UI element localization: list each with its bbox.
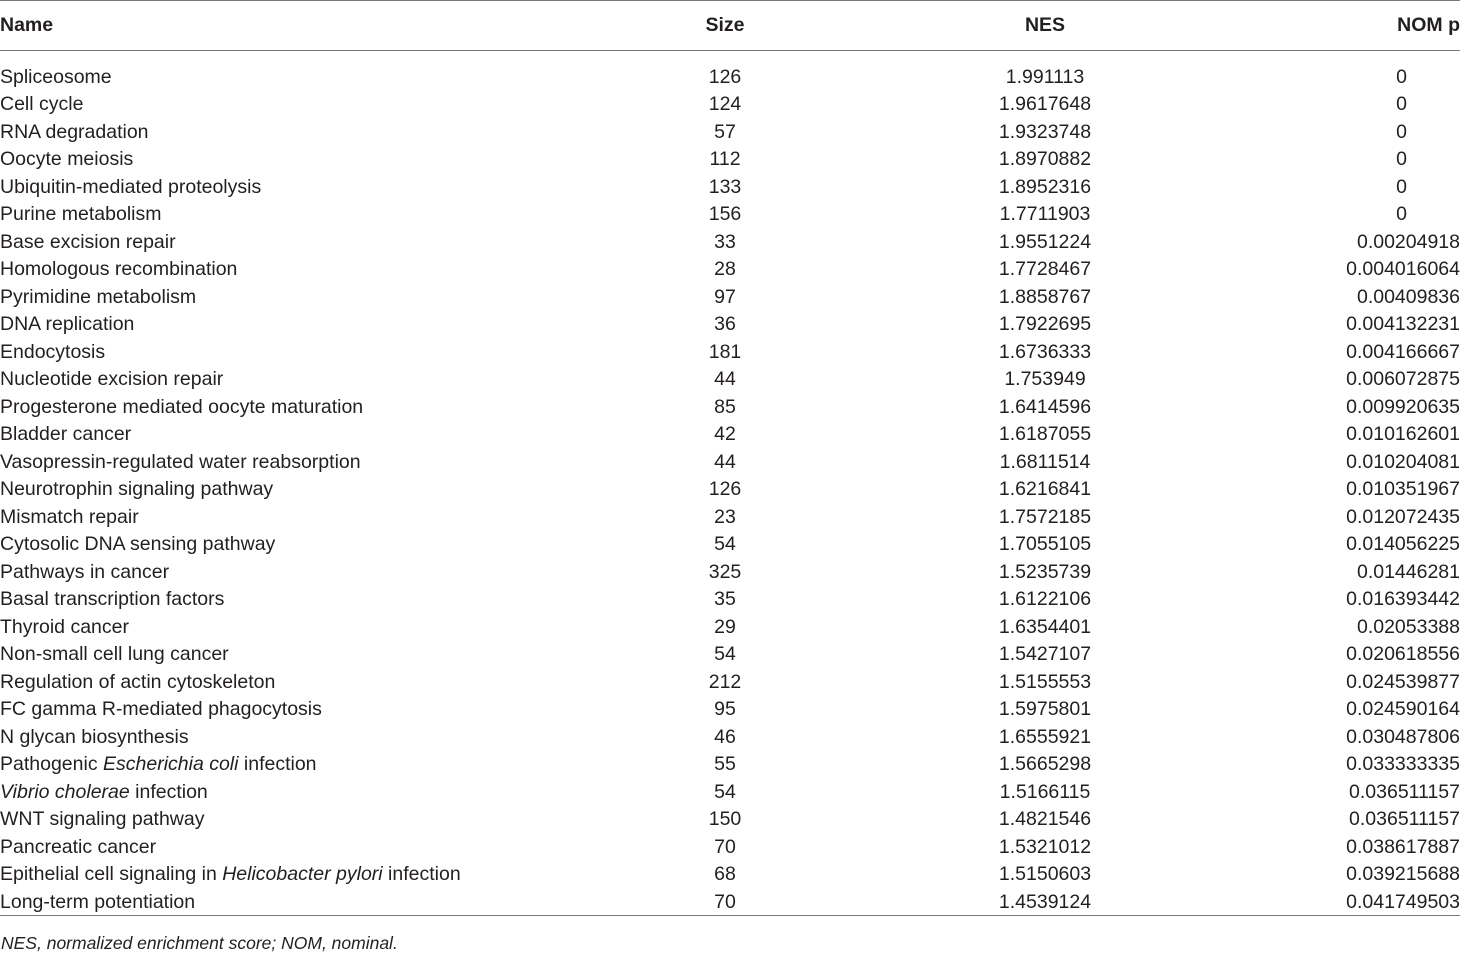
cell-nom-p: 0.030487806 [1346, 725, 1460, 748]
cell-nom-p: 0.036511157 [1349, 808, 1460, 831]
cell-name [0, 888, 600, 916]
cell-size: 133 [708, 175, 742, 198]
cell-nom-p: 0.02053388 [1356, 615, 1460, 638]
table-row [0, 421, 1460, 449]
cell-nes: 1.5235739 [998, 560, 1092, 583]
cell-name [0, 421, 600, 449]
name-segment: DNA replication [0, 313, 135, 336]
cell-size: 28 [714, 258, 736, 281]
cell-name [0, 723, 600, 751]
table-row [0, 503, 1460, 531]
cell-size: 124 [708, 93, 742, 116]
cell-nes: 1.6354401 [998, 615, 1092, 638]
table-row [0, 696, 1460, 724]
table-row [0, 641, 1460, 669]
name-segment: WNT signaling pathway [0, 808, 205, 831]
cell-nes: 1.7055105 [998, 533, 1092, 556]
cell-nom-p: 0.00204918 [1356, 230, 1460, 253]
cell-size: 112 [709, 148, 741, 171]
cell-nom-p: 0.012072435 [1346, 505, 1460, 528]
cell-nes: 1.5321012 [998, 835, 1092, 858]
cell-nom-p: 0.010162601 [1346, 423, 1460, 446]
name-segment: Purine metabolism [0, 203, 162, 226]
cell-nes: 1.9617648 [998, 93, 1092, 116]
header-row [0, 1, 1460, 51]
cell-nes: 1.5427107 [998, 643, 1092, 666]
cell-nes: 1.5150603 [998, 863, 1092, 886]
cell-nes: 1.5665298 [998, 753, 1092, 776]
cell-nom-p: 0 [1396, 175, 1407, 198]
cell-nom-p: 0.016393442 [1346, 588, 1460, 611]
cell-name [0, 476, 600, 504]
table-row [0, 283, 1460, 311]
cell-size: 36 [714, 313, 736, 336]
name-segment: Ubiquitin-mediated proteolysis [0, 175, 262, 198]
cell-nes: 1.4539124 [998, 890, 1092, 913]
column-header-name: Name [0, 14, 54, 36]
cell-nes: 1.7711903 [999, 203, 1091, 226]
cell-name [0, 393, 600, 421]
cell-nes: 1.6811514 [999, 450, 1091, 473]
cell-size: 150 [708, 808, 742, 831]
table-row [0, 173, 1460, 201]
cell-size: 33 [714, 230, 736, 253]
cell-nom-p: 0.014056225 [1346, 533, 1460, 556]
table-row [0, 723, 1460, 751]
cell-nom-p: 0.009920635 [1346, 395, 1460, 418]
cell-nes: 1.6555921 [998, 725, 1092, 748]
cell-name [0, 448, 600, 476]
table-footnote: NES, normalized enrichment score; NOM, nominal. [1, 933, 398, 953]
cell-nom-p: 0.010204081 [1346, 450, 1460, 473]
cell-nes: 1.6216841 [998, 478, 1092, 501]
cell-nom-p: 0 [1396, 148, 1407, 171]
table-row [0, 311, 1460, 339]
name-segment: Oocyte meiosis [0, 148, 134, 171]
cell-nom-p: 0.006072875 [1346, 368, 1460, 391]
cell-name [0, 833, 600, 861]
cell-nom-p: 0.038617887 [1346, 835, 1460, 858]
cell-nom-p: 0.004016064 [1346, 258, 1460, 281]
table-row [0, 146, 1460, 174]
cell-nom-p: 0.00409836 [1356, 285, 1460, 308]
table-row [0, 778, 1460, 806]
name-segment: Long-term potentiation [0, 890, 196, 913]
name-segment: Regulation of actin cytoskeleton [0, 670, 276, 693]
cell-nes: 1.7922695 [998, 313, 1092, 336]
name-segment: Pyrimidine metabolism [0, 285, 197, 308]
cell-name [0, 173, 600, 201]
name-segment: Mismatch repair [0, 505, 139, 528]
cell-size: 97 [714, 285, 736, 308]
cell-size: 23 [714, 505, 736, 528]
table-row [0, 51, 1460, 91]
cell-size: 54 [714, 643, 736, 666]
name-segment: infection [382, 863, 461, 886]
cell-name [0, 201, 600, 229]
cell-nom-p: 0.010351967 [1346, 478, 1460, 501]
cell-size: 54 [714, 533, 736, 556]
table-header [0, 1, 1460, 51]
cell-nom-p: 0.020618556 [1346, 643, 1460, 666]
column-header-size: Size [705, 14, 745, 36]
name-segment: Pancreatic cancer [0, 835, 157, 858]
cell-nes: 1.753949 [1004, 368, 1086, 391]
table-row [0, 806, 1460, 834]
column-header-nes: NES [1024, 14, 1066, 36]
cell-nes: 1.6736333 [998, 340, 1092, 363]
cell-size: 42 [714, 423, 736, 446]
cell-name [0, 118, 600, 146]
cell-name [0, 503, 600, 531]
cell-nes: 1.6414596 [998, 395, 1092, 418]
table-row [0, 393, 1460, 421]
cell-name [0, 751, 600, 779]
cell-size: 70 [714, 890, 736, 913]
cell-name [0, 283, 600, 311]
table-body [0, 51, 1460, 916]
name-italic-segment: Escherichia coli [103, 753, 239, 776]
name-segment: Vasopressin-regulated water reabsorption [0, 450, 361, 473]
name-segment: Spliceosome [0, 66, 112, 89]
name-segment: Non-small cell lung cancer [0, 643, 229, 666]
cell-name [0, 778, 600, 806]
cell-nom-p: 0.024590164 [1346, 698, 1460, 721]
cell-size: 35 [714, 588, 736, 611]
cell-nom-p: 0.004132231 [1346, 313, 1460, 336]
table-row [0, 833, 1460, 861]
table-row [0, 531, 1460, 559]
cell-nom-p: 0.036511157 [1349, 780, 1460, 803]
cell-nes: 1.5155553 [998, 670, 1092, 693]
table-row [0, 338, 1460, 366]
cell-nes: 1.991113 [1005, 66, 1085, 89]
cell-nes: 1.9551224 [998, 230, 1092, 253]
cell-size: 126 [708, 478, 742, 501]
cell-name [0, 613, 600, 641]
cell-nes: 1.7728467 [998, 258, 1092, 281]
name-segment: N glycan biosynthesis [0, 725, 189, 748]
cell-size: 126 [708, 66, 742, 89]
table-row [0, 861, 1460, 889]
table-row [0, 256, 1460, 284]
name-segment: Nucleotide excision repair [0, 368, 224, 391]
cell-size: 85 [714, 395, 736, 418]
cell-name [0, 531, 600, 559]
cell-nes: 1.9323748 [998, 120, 1092, 143]
cell-name [0, 696, 600, 724]
table-row [0, 668, 1460, 696]
cell-size: 57 [714, 120, 736, 143]
table-row [0, 613, 1460, 641]
name-segment: infection [238, 753, 317, 776]
cell-nes: 1.8858767 [998, 285, 1092, 308]
table-row [0, 201, 1460, 229]
cell-name [0, 668, 600, 696]
cell-name [0, 51, 600, 91]
cell-size: 55 [714, 753, 736, 776]
name-segment: Pathogenic [0, 753, 103, 776]
cell-nes: 1.8970882 [998, 148, 1092, 171]
name-segment: Bladder cancer [0, 423, 132, 446]
cell-nom-p: 0.039215688 [1346, 863, 1460, 886]
cell-size: 44 [714, 450, 736, 473]
cell-nes: 1.6187055 [998, 423, 1092, 446]
name-segment: Epithelial cell signaling in [0, 863, 223, 886]
table-row [0, 586, 1460, 614]
name-segment: RNA degradation [0, 120, 149, 143]
cell-size: 95 [714, 698, 736, 721]
table-row [0, 476, 1460, 504]
table-row [0, 91, 1460, 119]
name-segment: Pathways in cancer [0, 560, 170, 583]
cell-size: 325 [708, 560, 742, 583]
cell-nom-p: 0.004166667 [1346, 340, 1460, 363]
cell-name [0, 641, 600, 669]
cell-size: 212 [708, 670, 742, 693]
cell-nes: 1.6122106 [998, 588, 1092, 611]
name-segment: Homologous recombination [0, 258, 238, 281]
cell-name [0, 91, 600, 119]
cell-size: 29 [714, 615, 736, 638]
name-segment: Basal transcription factors [0, 588, 225, 611]
cell-size: 156 [708, 203, 742, 226]
cell-name [0, 256, 600, 284]
cell-nes: 1.8952316 [998, 175, 1092, 198]
cell-name [0, 558, 600, 586]
cell-nom-p: 0 [1396, 203, 1407, 226]
cell-nes: 1.4821546 [998, 808, 1092, 831]
table-row [0, 366, 1460, 394]
cell-nom-p: 0.033333335 [1346, 753, 1460, 776]
cell-size: 54 [714, 780, 736, 803]
name-segment: Cell cycle [0, 93, 84, 116]
name-segment: Endocytosis [0, 340, 106, 363]
name-segment: infection [129, 780, 208, 803]
cell-name [0, 586, 600, 614]
cell-name [0, 366, 600, 394]
cell-nom-p: 0.041749503 [1346, 890, 1460, 913]
name-segment: Neurotrophin signaling pathway [0, 478, 274, 501]
cell-nom-p: 0 [1396, 93, 1407, 116]
cell-size: 44 [714, 368, 736, 391]
cell-nes: 1.7572185 [998, 505, 1092, 528]
cell-nom-p: 0.01446281 [1356, 560, 1460, 583]
cell-nes: 1.5166115 [999, 780, 1091, 803]
name-segment: Base excision repair [0, 230, 176, 253]
cell-size: 70 [714, 835, 736, 858]
cell-nes: 1.5975801 [998, 698, 1092, 721]
table-row [0, 751, 1460, 779]
cell-size: 46 [714, 725, 736, 748]
name-italic-segment: Helicobacter pylori [222, 863, 383, 886]
cell-name [0, 338, 600, 366]
cell-size: 68 [714, 863, 736, 886]
cell-nom-p: 0.024539877 [1346, 670, 1460, 693]
cell-name [0, 861, 600, 889]
cell-size: 181 [708, 340, 742, 363]
name-segment: FC gamma R-mediated phagocytosis [0, 698, 322, 721]
name-segment: Cytosolic DNA sensing pathway [0, 533, 276, 556]
column-header-nom-p: NOM p [1397, 14, 1460, 36]
cell-nom-p: 0 [1396, 66, 1407, 89]
cell-name [0, 228, 600, 256]
name-segment: Progesterone mediated oocyte maturation [0, 395, 364, 418]
table-row [0, 448, 1460, 476]
table-row [0, 228, 1460, 256]
cell-name [0, 311, 600, 339]
table-row [0, 118, 1460, 146]
table-row [0, 558, 1460, 586]
cell-name [0, 146, 600, 174]
table-row [0, 888, 1460, 916]
name-segment: Thyroid cancer [0, 615, 129, 638]
name-italic-segment: Vibrio cholerae [0, 780, 130, 803]
cell-name [0, 806, 600, 834]
cell-nom-p: 0 [1396, 120, 1407, 143]
